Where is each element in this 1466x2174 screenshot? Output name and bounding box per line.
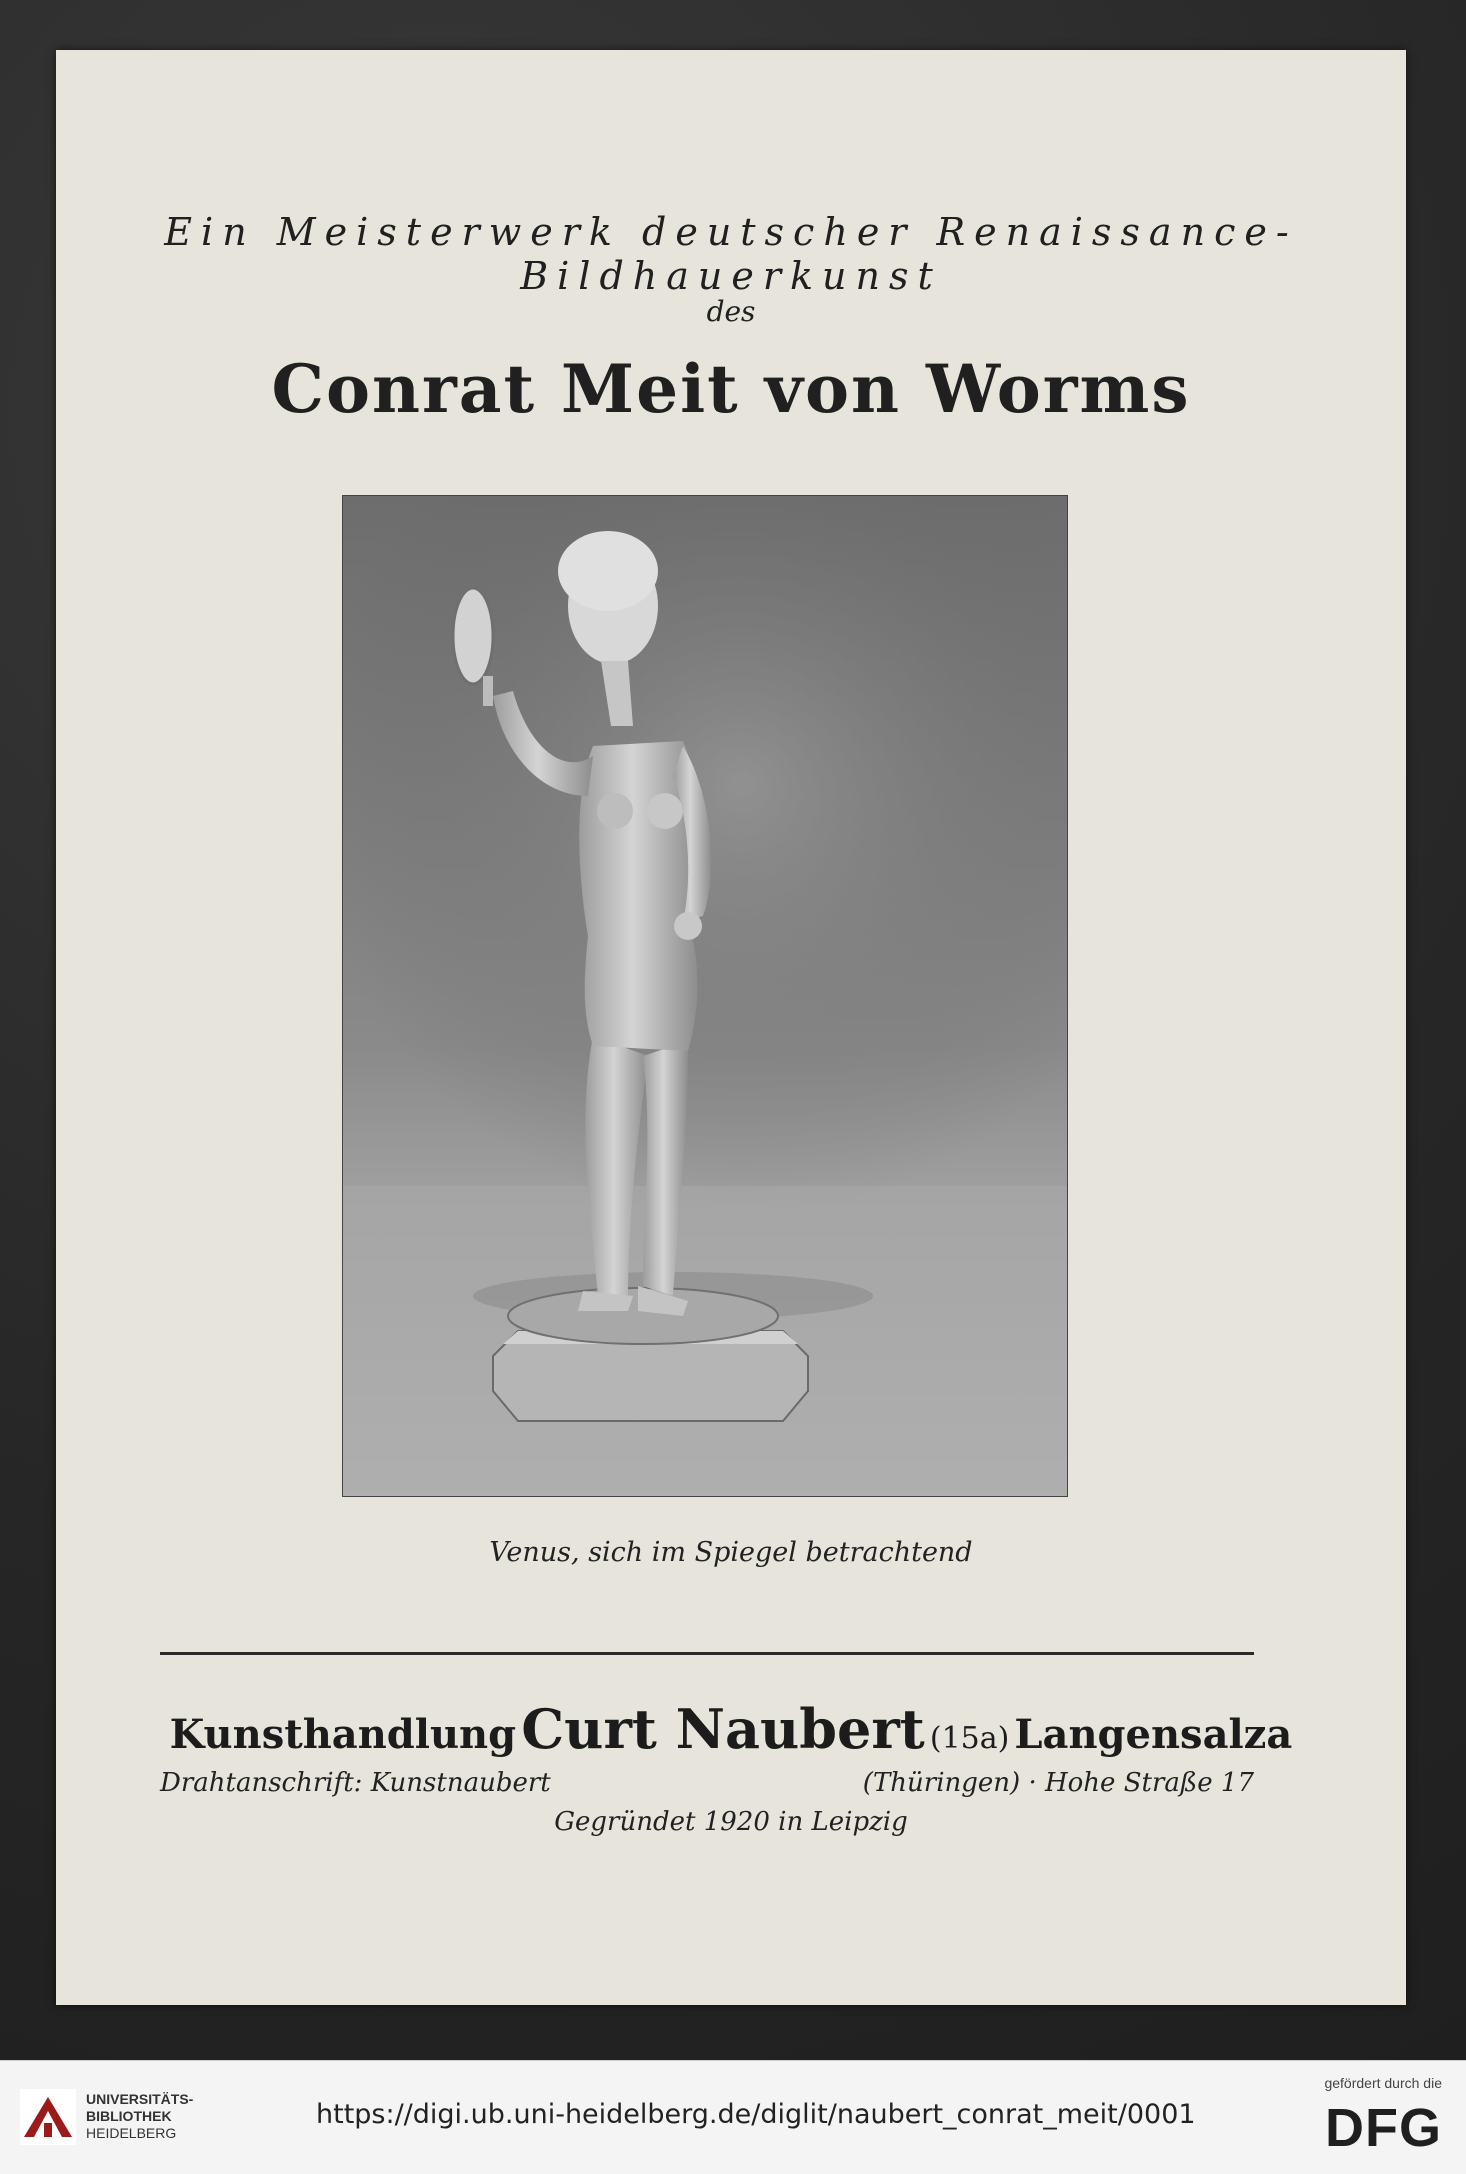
dealer-line xyxy=(56,1697,1406,1761)
street-address: (Thüringen) · Hohe Straße 17 xyxy=(862,1768,1254,1798)
library-name xyxy=(86,2091,193,2142)
divider-rule xyxy=(160,1652,1254,1655)
dfg-logo: DFG xyxy=(1325,2098,1442,2158)
headline: Ein Meisterwerk deutscher Renaissance-Bildhauerkunst xyxy=(164,210,1298,298)
artist-title: Conrat Meit von Worms xyxy=(271,350,1191,428)
library-line-1: UNIVERSITÄTS- xyxy=(86,2091,194,2107)
founding-note: Gegründet 1920 in Leipzig xyxy=(554,1807,908,1837)
viewer-footer xyxy=(0,2060,1466,2174)
venus-statue-image xyxy=(343,496,1067,1496)
heidelberg-logo-icon xyxy=(20,2089,76,2145)
dealer-code: (15a) xyxy=(929,1721,1010,1756)
photo-caption: Venus, sich im Spiegel betrachtend xyxy=(489,1537,973,1568)
library-line-2: BIBLIOTHEK xyxy=(86,2108,172,2124)
telegram-address: Drahtanschrift: Kunstnaubert xyxy=(160,1768,551,1798)
dealer-city: Langensalza xyxy=(1014,1711,1293,1758)
dealer-name: Curt Naubert xyxy=(521,1697,925,1761)
library-line-3: HEIDELBERG xyxy=(86,2125,177,2141)
headline-connector: des xyxy=(706,295,756,328)
statue-photograph xyxy=(342,495,1068,1497)
dealer-prefix: Kunsthandlung xyxy=(169,1711,517,1758)
funding-label: gefördert durch die xyxy=(1324,2075,1442,2091)
permalink-url[interactable]: https://digi.ub.uni-heidelberg.de/diglit/naubert_conrat_meit/0001 xyxy=(316,2099,1196,2130)
document-page xyxy=(56,50,1406,2005)
